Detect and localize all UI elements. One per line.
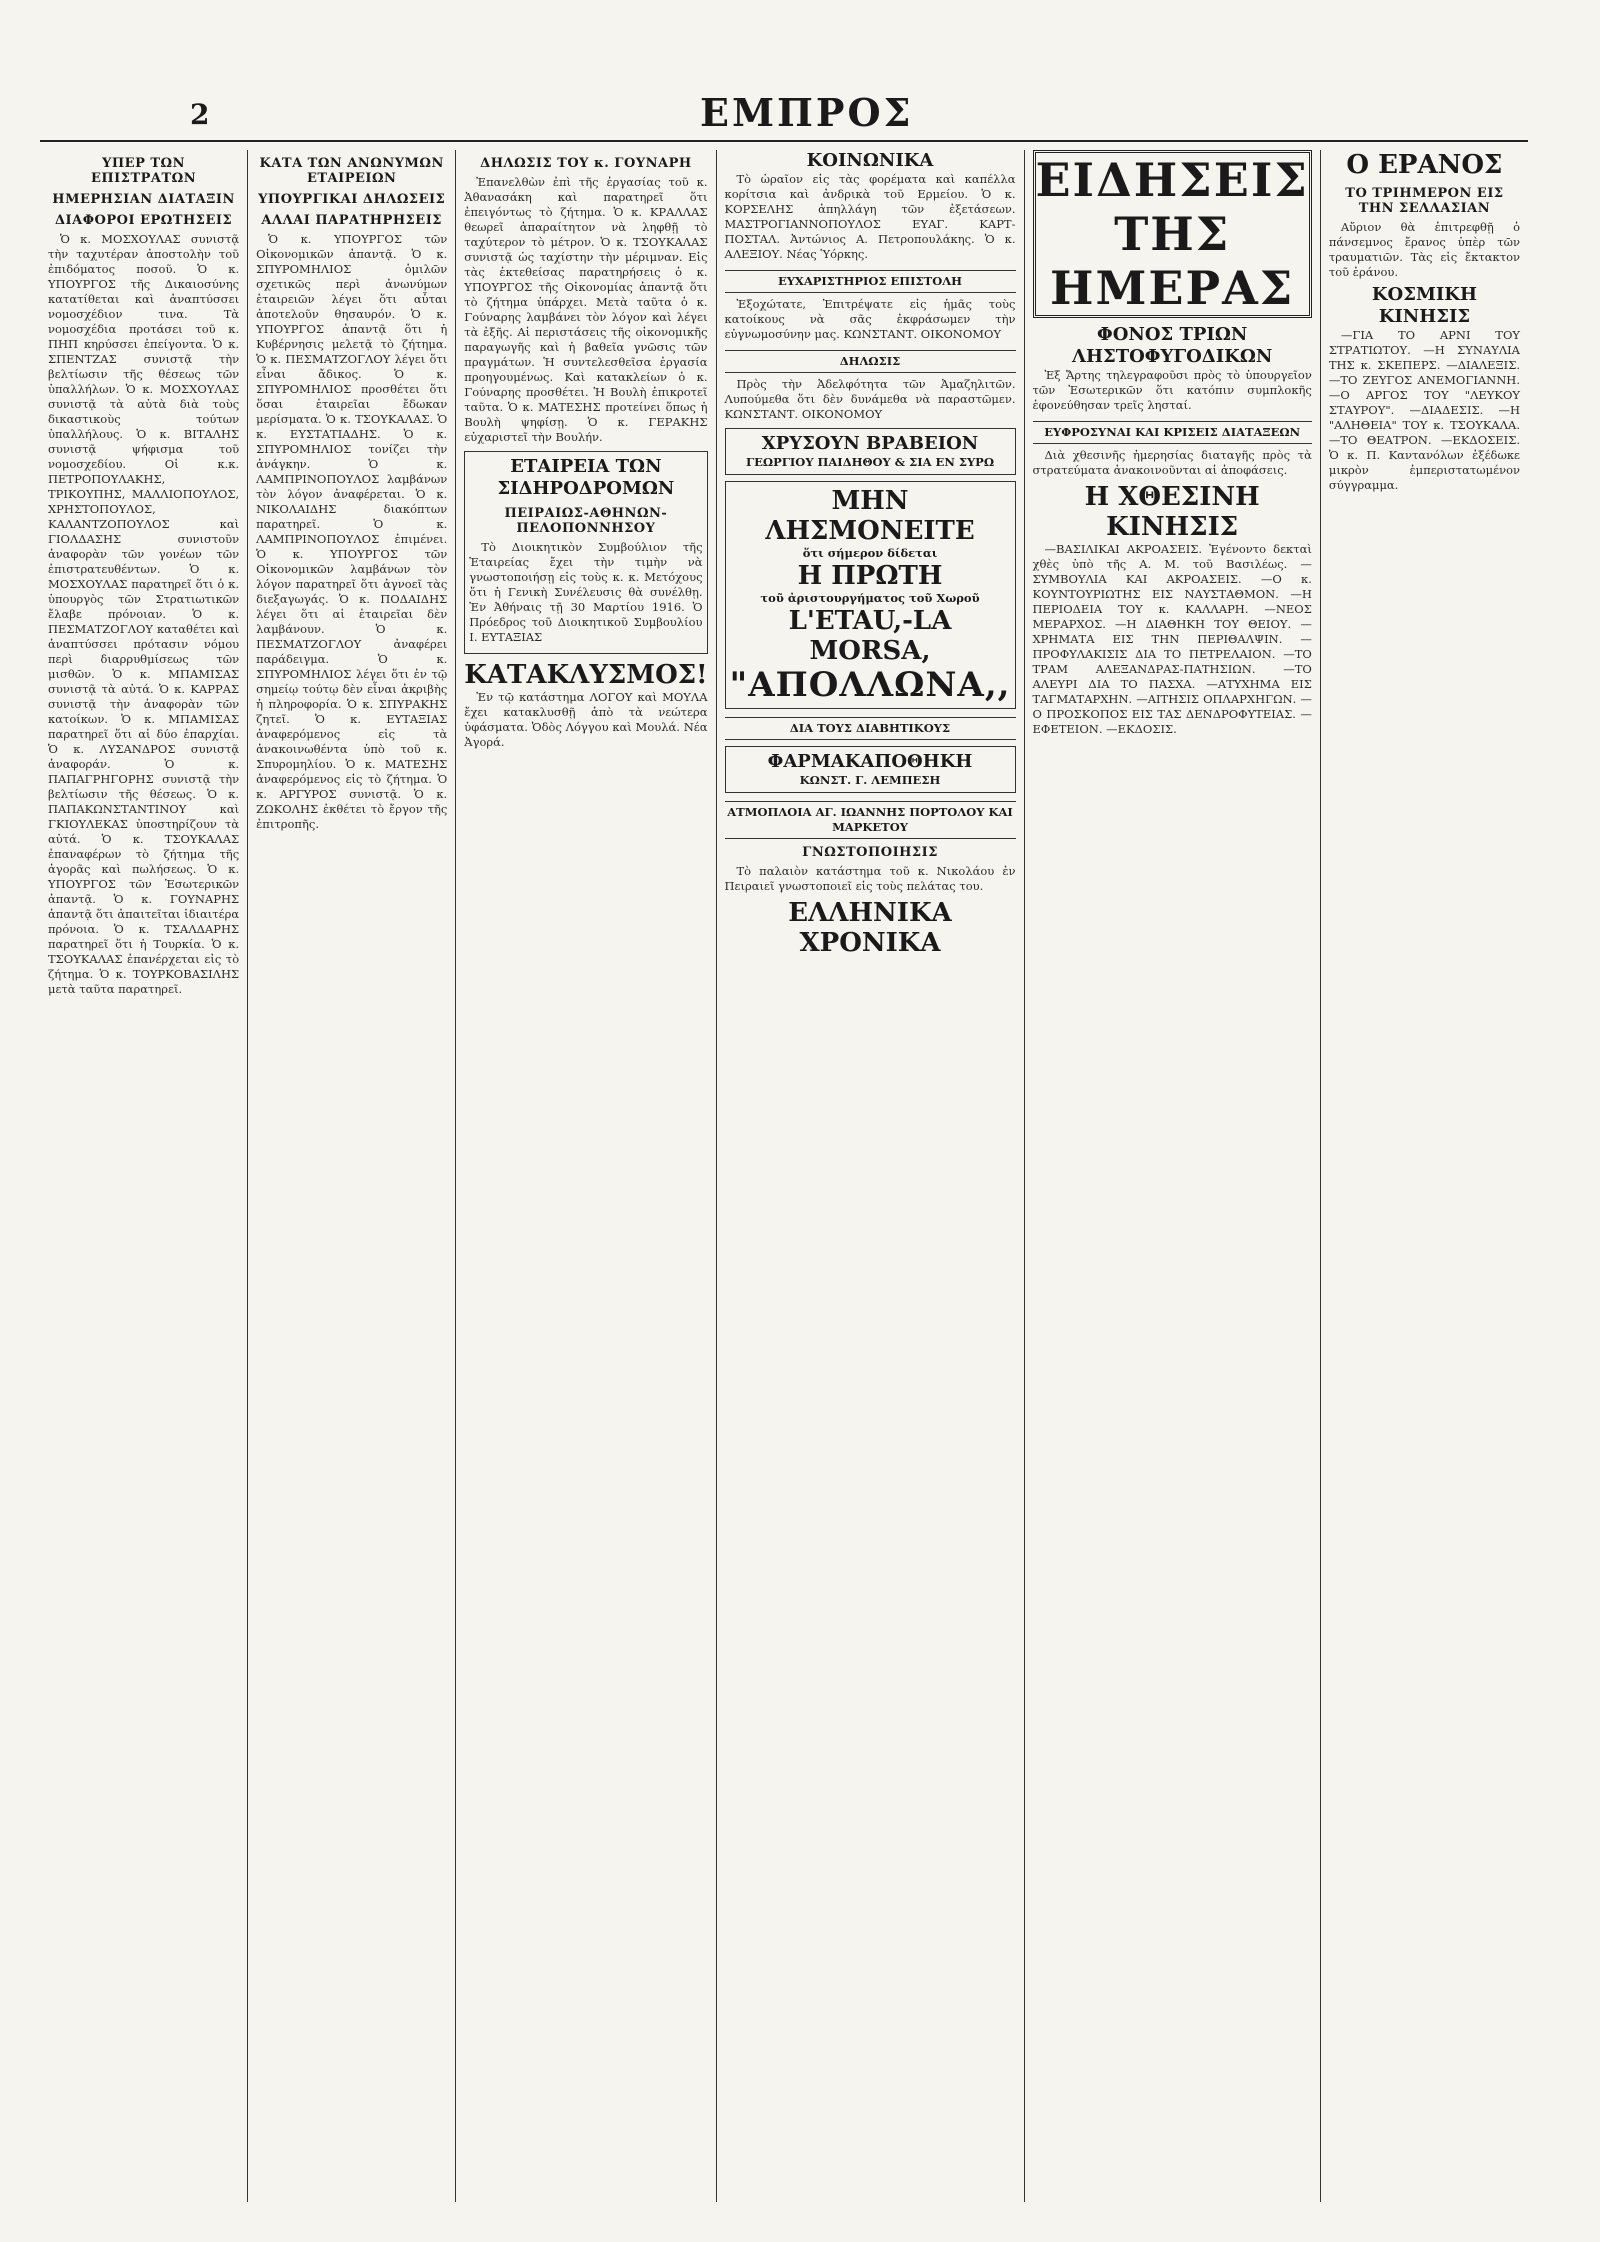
flood-ad-title: ΚΑΤΑΚΛΥΣΜΟΣ!	[464, 660, 708, 690]
pharmacy-owner: ΚΩΝΣΤ. Γ. ΛΕΜΠΕΣΗ	[799, 773, 941, 787]
col1-head2: ΗΜΕΡΗΣΙΑΝ ΔΙΑΤΑΞΙΝ	[52, 192, 235, 207]
theatre-ad-title: ΜΗΝ ΛΗΣΜΟΝΕΙΤΕ	[765, 486, 975, 546]
col3-head1: ΔΗΛΩΣΙΣ ΤΟΥ κ. ΓΟΥΝΑΡΗ	[480, 156, 692, 171]
column-1	[40, 150, 248, 2202]
col4-text1: Τὸ ὡραῖον εἰς τὰς φορέματα καὶ καπέλλα κορίτσια καὶ ἀνδρικὰ τοῦ Ερμείου. Ὁ κ. ΚΟΡΣΕΛΗΣ ἀπηλλάγη τῶν ἐξετάσεων. ΜΑΣΤΡΟΓΙΑΝΝΟΠΟΥΛΟΣ ΕΥΑΓ. ΚΑΡΤ-ΠΟΣΤΑΛ. Ἀντώνιος Α. Πετροπουλάκης. Ὁ κ. ΑΛΕΞΙΟΥ. Νέας Ὑόρκης.	[724, 172, 1016, 261]
col2-text: Ὁ κ. ΥΠΟΥΡΓΟΣ τῶν Οἰκονομικῶν ἀπαντᾷ. Ὁ κ. ΣΠΥΡΟΜΗΛΙΟΣ ὁμιλῶν σχετικῶς περὶ ἀνωνύμων ἑταιρειῶν λέγει ὅτι αὗται ἀποτελοῦν θησαυρόν. Ὁ κ. ΥΠΟΥΡΓΟΣ ἀπαντᾷ ὅτι ἡ Κυβέρνησις μελετᾷ τὸ ζήτημα. Ὁ κ. ΠΕΣΜΑΤΖΟΓΛΟΥ λέγει ὅτι εἶναι ἄδικος. Ὁ κ. ΣΠΥΡΟΜΗΛΙΟΣ προσθέτει ὅτι ὅσαι ἑταιρεῖαι ἔδωκαν μερίσματα. Ὁ κ. ΤΣΟΥΚΑΛΑΣ. Ὁ κ. ΕΥΣΤΑΤΙΑΔΗΣ. Ὁ κ. ΣΠΥΡΟΜΗΛΙΟΣ τονίζει τὴν ἀνάγκην. Ὁ κ. ΛΑΜΠΡΙΝΟΠΟΥΛΟΣ λαμβάνων τὸν λόγον ἀναφέρεται. Ὁ κ. ΝΙΚΟΛΑΙΔΗΣ διακόπτων παρατηρεῖ. Ὁ κ. ΛΑΜΠΡΙΝΟΠΟΥΛΟΣ ἐπιμένει. Ὁ κ. ΥΠΟΥΡΓΟΣ τῶν Οἰκονομικῶν λαμβάνων τὸν λόγον παρατηρεῖ ὅτι ἀγνοεῖ τὰς διεξαγωγάς. Ὁ κ. ΠΟΔΑΙΔΗΣ λέγει ὅτι αἱ ἑταιρεῖαι δὲν λαμβάνουν. Ὁ κ. ΠΕΣΜΑΤΖΟΓΛΟΥ ἀναφέρει παράδειγμα. Ὁ κ. ΣΠΥΡΟΜΗΛΙΟΣ λέγει ὅτι ἐν τῷ σημείῳ τούτῳ δὲν εἶναι ἀκριβὴς ἡ πληροφορία. Ὁ κ. ΣΠΥΡΑΚΗΣ ζητεῖ. Ὁ κ. ΕΥΤΑΞΙΑΣ ἀναφερόμενος εἰς τὰ ἀνακοινωθέντα ὑπὸ τοῦ κ. Σπυρομηλίου. Ὁ κ. ΜΑΤΕΣΗΣ ἀναφερόμενος εἰς τὸ ζήτημα. Ὁ κ. ΑΡΓΥΡΟΣ συνιστᾷ. Ὁ κ. ΖΩΚΟΛΗΣ ἐκθέτει τὸ ἔργον τῆς ἐπιτροπῆς.	[256, 232, 448, 831]
gold-award-title: ΧΡΥΣΟΥΝ ΒΡΑΒΕΙΟΝ	[761, 433, 979, 454]
masthead: ΕΜΠΡΟΣ	[700, 90, 914, 135]
col4-text3: Πρὸς τὴν Ἀδελφότητα τῶν Ἀμαζηλιτῶν. Λυπούμεθα ὅτι δὲν δυνάμεθα νὰ παραστῶμεν. ΚΩΝΣΤΑΝΤ. ΟΙΚΟΝΟΜΟΥ	[724, 377, 1016, 421]
flood-ad-text: Ἐν τῷ κατάστημα ΛΟΓΟΥ καὶ ΜΟΥΛΑ ἔχει κατακλυσθῇ ἀπὸ τὰ νεώτερα ὑφάσματα. Ὁδὸς Λόγγου καὶ Μουλά. Νέα Ἀγορά.	[464, 690, 708, 749]
pharmacy-title: ΦΑΡΜΑΚΑΠΟΘΗΚΗ	[767, 751, 973, 772]
col5-text2: Διὰ χθεσινῆς ἡμερησίας διαταγῆς πρὸς τὰ στρατεύματα ἀνακοινοῦνται αἱ ἀποφάσεις.	[1032, 448, 1312, 477]
column-2	[248, 150, 456, 2202]
page-header	[40, 90, 1528, 142]
gold-award-sub: ΓΕΩΡΓΙΟΥ ΠΑΙΔΗΘΟΥ & ΣΙΑ ΕΝ ΣΥΡΩ	[745, 455, 995, 469]
railway-title: ΕΤΑΙΡΕΙΑ ΤΩΝ ΣΙΔΗΡΟΔΡΟΜΩΝ	[497, 456, 675, 499]
col6-head2: ΚΟΣΜΙΚΗ ΚΙΝΗΣΙΣ	[1371, 284, 1477, 327]
columns	[40, 150, 1528, 2202]
theatre-ad-sub2: τοῦ ἀριστουργήματος τοῦ Χωροῦ	[760, 591, 980, 605]
col2-head3: ΑΛΛΑΙ ΠΑΡΑΤΗΡΗΣΕΙΣ	[261, 213, 442, 228]
col1-head1: ΥΠΕΡ ΤΩΝ ΕΠΙΣΤΡΑΤΩΝ	[91, 156, 197, 186]
col5-head3: Η ΧΘΕΣΙΝΗ ΚΙΝΗΣΙΣ	[1084, 482, 1260, 542]
col6-text2: —ΓΙΑ ΤΟ ΑΡΝΙ ΤΟΥ ΣΤΡΑΤΙΩΤΟΥ. —Η ΣΥΝΑΥΛΙΑ ΤΗΣ κ. ΣΚΕΠΕΡΣ. —ΔΙΑΛΕΞΙΣ. —ΤΟ ΖΕΥΓΟΣ ΑΝΕΜΟΓΙΑΝΝΗ. —Ο ΑΡΓΟΣ ΤΟΥ "ΛΕΥΚΟΥ ΣΤΑΥΡΟΥ". —ΔΙΑΔΕΣΙΣ. —Η "ΑΛΗΘΕΙΑ" ΤΟΥ κ. ΤΣΟΥΚΑΛΑ. —ΤΟ ΘΕΑΤΡΟΝ. —ΕΚΔΟΣΕΙΣ. Ὁ κ. Π. Καντανόλων ἐξέδωκε μικρὸν ἐμπεριστατωμένον σύγγραμμα.	[1328, 328, 1520, 492]
col1-text: Ὁ κ. ΜΟΣΧΟΥΛΑΣ συνιστᾷ τὴν ταχυτέραν ἀποστολὴν τοῦ ἐπιδόματος ποσοῦ. Ὁ κ. ΥΠΟΥΡΓΟΣ τῆς Δικαιοσύνης κατατίθεται καὶ ἀναπτύσσει νομοσχέδιον τινα. Τὰ νομοσχέδια προτάσει τοῦ κ. ΠΗΠ κηρύσσει ἐπείγοντα. Ὁ κ. ΣΠΕΝΤΖΑΣ συνιστᾷ τὴν βελτίωσιν τῆς θέσεως τῶν ὑπαλλήλων. Ὁ κ. ΜΟΣΧΟΥΛΑΣ συνιστᾷ τὰ αὐτὰ διὰ τοὺς δικαστικοὺς τούτων ὑπαλλήλους. Ὁ κ. ΒΙΤΑΛΗΣ συνιστᾷ ψήφισμα τοῦ νομοσχεδίου. Οἱ κ.κ. ΠΕΤΡΟΠΟΥΛΑΚΗΣ, ΤΡΙΚΟΥΠΗΣ, ΜΑΛΛΙΟΠΟΥΛΟΣ, ΧΡΗΣΤΟΠΟΥΛΟΣ, ΚΑΛΑΝΤΖΟΠΟΥΛΟΣ καὶ ΓΙΟΛΔΑΣΗΣ συνιστοῦν ἀναφορὰν τῶν γονέων τῶν ἐπιστρατευθέντων. Ὁ κ. ΜΟΣΧΟΥΛΑΣ παρατηρεῖ ὅτι ὁ κ. ὑπουργὸς τῶν Στρατιωτικῶν ἔλαβε πρόνοιαν. Ὁ κ. ΠΕΣΜΑΤΖΟΓΛΟΥ καταθέτει καὶ ἀναπτύσσει πρότασιν νόμου περὶ διαρρυθμίσεως τῶν μισθῶν. Ὁ κ. ΜΠΑΜΙΣΑΣ συνιστᾷ τὰ αὐτά. Ὁ κ. ΚΑΡΡΑΣ συνιστᾷ τὴν ἀναφορὰν τῶν κατοίκων. Ὁ κ. ΜΠΑΜΙΣΑΣ παρατηρεῖ ὅτι αἱ δύο ἐπαρχίαι. Ὁ κ. ΛΥΣΑΝΔΡΟΣ συνιστᾷ ἀναφοράν. Ὁ κ. ΠΑΠΑΓΡΗΓΟΡΗΣ συνιστᾷ τὴν βελτίωσιν τῆς θέσεως. Ὁ κ. ΠΑΠΑΚΩΝΣΤΑΝΤΙΝΟΥ καὶ ΓΚΙΟΥΛΕΚΑΣ ὑποστηρίζουν τὰ αὐτά. Ὁ κ. ΤΣΟΥΚΑΛΑΣ ἐπαναφέρων τὸ ζήτημα τῆς ἀγορᾶς καὶ πωλήσεως. Ὁ κ. ΥΠΟΥΡΓΟΣ τῶν Ἐσωτερικῶν ἀπαντᾷ. Ὁ κ. ΓΟΥΝΑΡΗΣ ἀπαντᾷ ὅτι ἀπαιτεῖται ἰδιαιτέρα πρόνοια. Ὁ κ. ΤΣΑΛΔΑΡΗΣ παρατηρεῖ ὅτι ἡ Τουρκία. Ὁ κ. ΤΣΟΥΚΑΛΑΣ ἐπανέρχεται εἰς τὸ ζήτημα. Ὁ κ. ΤΟΥΡΚΟΒΑΣΙΛΗΣ μετὰ ταῦτα παρατηρεῖ.	[48, 232, 240, 996]
theatre-ad-sub: ὅτι σήμερον δίδεται	[802, 546, 938, 560]
theatre-ad	[725, 481, 1016, 709]
col2-head1: ΚΑΤΑ ΤΩΝ ΑΝΩΝΥΜΩΝ ΕΤΑΙΡΕΙΩΝ	[259, 156, 444, 186]
theatre-ad-play: L'ETAU,-LA MORSA,	[788, 606, 952, 666]
col1-head3: ΔΙΑΦΟΡΟΙ ΕΡΩΤΗΣΕΙΣ	[54, 213, 233, 228]
gold-award-ad	[725, 428, 1016, 475]
column-4	[717, 150, 1025, 2202]
col6-head1: Ο ΕΡΑΝΟΣ	[1346, 150, 1503, 180]
page-number: 2	[190, 98, 210, 131]
chronicles-title: ΕΛΛΗΝΙΚΑ ΧΡΟΝΙΚΑ	[788, 898, 952, 958]
shipping-ad: ΑΤΜΟΠΛΟΙΑ ΑΓ. ΙΩΑΝΝΗΣ ΠΟΡΤΟΛΟΥ ΚΑΙ ΜΑΡΚΕΤΟΥ	[725, 801, 1016, 839]
railway-subtitle: ΠΕΙΡΑΙΩΣ-ΑΘΗΝΩΝ-ΠΕΛΟΠΟΝΝΗΣΟΥ	[504, 506, 668, 536]
col4-head3: ΔΗΛΩΣΙΣ	[725, 350, 1016, 373]
col5-head1: ΦΟΝΟΣ ΤΡΙΩΝ ΛΗΣΤΟΦΥΓΟΔΙΚΩΝ	[1072, 324, 1273, 367]
col6-text1: Αὔριον θὰ ἐπιτρεφθῇ ὁ πάνσεμνος ἔρανος ὑπὲρ τῶν τραυματιῶν. Τὰς εἰς ἔκτακτον τοῦ ἐράνου.	[1328, 220, 1520, 279]
col3-text1: Ἐπανελθὼν ἐπὶ τῆς ἐργασίας τοῦ κ. Ἀθανασάκη καὶ παρατηρεῖ ὅτι ἐπειγόντως τὸ ζήτημα. Ὁ κ. ΚΡΑΛΛΑΣ θεωρεῖ ἀπαραίτητον νὰ ληφθῇ τὸ ταχύτερον τὸ μέτρον. Ὁ κ. ΤΣΟΥΚΑΛΑΣ συνιστᾷ ὡς ταχίστην τὴν μέριμναν. Εἰς τὰς ἐκτεθείσας παρατηρήσεις ὁ κ. ΥΠΟΥΡΓΟΣ τῆς Οἰκονομίας ἀπαντᾷ ὅτι τὸ ζήτημα ὑπάρχει. Μετὰ ταῦτα ὁ κ. Γούναρης λαμβάνει τὸν λόγον καὶ λέγει τὰ ἑξῆς. Αἱ περιστάσεις τῆς οἰκονομικῆς παραγωγῆς καὶ ἡ βαθεῖα γνῶσις τῶν πραγμάτων. Ἡ συντελεσθεῖσα ἐργασία προηγουμένως. Καὶ κατακλείων ὁ κ. Γούναρης προσθέτει. Ἡ Βουλὴ ἐπικροτεῖ ταῦτα. Ὁ κ. ΜΑΤΕΣΗΣ προτείνει ὅπως ἡ Βουλὴ ψηφίσῃ. Ὁ κ. ΓΕΡΑΚΗΣ εὐχαριστεῖ τὴν Βουλήν.	[464, 175, 708, 444]
notice-text: Τὸ παλαιὸν κατάστημα τοῦ κ. Νικολάου ἐν Πειραιεῖ γνωστοποιεῖ εἰς τοὺς πελάτας του.	[724, 864, 1016, 893]
column-5	[1025, 150, 1321, 2202]
theatre-ad-premiere: Η ΠΡΩΤΗ	[797, 561, 943, 591]
theatre-ad-venue: "ΑΠΟΛΛΩΝΑ,,	[729, 665, 1011, 705]
col6-head1-sub: ΤΟ ΤΡΙΗΜΕΡΟΝ ΕΙΣ ΤΗΝ ΣΕΛΛΑΣΙΑΝ	[1345, 186, 1504, 216]
railway-notice	[464, 451, 707, 654]
news-of-day-banner: ΕΙΔΗΣΕΙΣ ΤΗΣ ΗΜΕΡΑΣ	[1033, 150, 1312, 318]
pharmacy-ad	[725, 746, 1016, 793]
col2-head2: ΥΠΟΥΡΓΙΚΑΙ ΔΗΛΩΣΕΙΣ	[258, 192, 446, 207]
col5-head2: ΕΥΦΡΟΣΥΝΑΙ ΚΑΙ ΚΡΙΣΕΙΣ ΔΙΑΤΑΞΕΩΝ	[1033, 421, 1312, 444]
diabetics-ad: ΔΙΑ ΤΟΥΣ ΔΙΑΒΗΤΙΚΟΥΣ	[725, 717, 1016, 740]
col5-text1: Ἐξ Ἄρτης τηλεγραφοῦσι πρὸς τὸ ὑπουργεῖον τῶν Ἐσωτερικῶν ὅτι κατόπιν συμπλοκῆς ἐφονεύθησαν τρεῖς λησταί.	[1032, 368, 1312, 412]
col4-text2: Ἐξοχώτατε, Ἐπιτρέψατε εἰς ἡμᾶς τοὺς κατοίκους νὰ σᾶς ἐκφράσωμεν τὴν εὐγνωμοσύνην μας. ΚΩΝΣΤΑΝΤ. ΟΙΚΟΝΟΜΟΥ	[724, 297, 1016, 341]
railway-text: Τὸ Διοικητικὸν Συμβούλιον τῆς Ἑταιρείας ἔχει τὴν τιμὴν νὰ γνωστοποιήσῃ εἰς τοὺς κ. κ. Μετόχους ὅτι ἡ Γενικὴ Συνέλευσις θὰ συνέλθῃ. Ἐν Ἀθήναις τῇ 30 Μαρτίου 1916. Ὁ Πρόεδρος τοῦ Διοικητικοῦ Συμβουλίου Ι. ΕΥΤΑΞΙΑΣ	[469, 540, 703, 644]
col4-head2: ΕΥΧΑΡΙΣΤΗΡΙΟΣ ΕΠΙΣΤΟΛΗ	[725, 270, 1016, 293]
column-3	[456, 150, 716, 2202]
col4-head1: ΚΟΙΝΩΝΙΚΑ	[806, 150, 934, 171]
col5-text3: —ΒΑΣΙΛΙΚΑΙ ΑΚΡΟΑΣΕΙΣ. Ἐγένοντο δεκταὶ χθὲς ὑπὸ τῆς Α. Μ. τοῦ Βασιλέως. —ΣΥΜΒΟΥΛΙΑ ΚΑΙ ΑΚΡΟΑΣΕΙΣ. —Ο κ. ΚΟΥΝΤΟΥΡΙΩΤΗΣ ΕΙΣ ΝΑΥΣΤΑΘΜΟΝ. —Η ΠΕΡΙΟΔΕΙΑ ΤΟΥ κ. ΚΑΛΛΑΡΗ. —ΝΕΟΣ ΜΕΡΑΡΧΟΣ. —Η ΔΙΑΘΗΚΗ ΤΟΥ ΘΕΙΟΥ. —ΧΡΗΜΑΤΑ ΕΙΣ ΤΗΝ ΠΕΡΙΘΑΛΨΙΝ. —ΠΡΟΦΥΛΑΚΙΣΙΣ ΔΙΑ ΤΟ ΠΕΤΡΕΛΑΙΟΝ. —ΤΟ ΤΡΑΜ ΑΛΕΞΑΝΔΡΑΣ-ΠΑΤΗΣΙΩΝ. —ΤΟ ΑΛΕΥΡΙ ΔΙΑ ΤΟ ΠΑΣΧΑ. —ΑΤΥΧΗΜΑ ΕΙΣ ΤΑΓΜΑΤΑΡΧΗΝ. —ΑΙΤΗΣΙΣ ΟΠΛΑΡΧΗΓΩΝ. —Ο ΠΡΟΣΚΟΠΟΣ ΕΙΣ ΤΑΣ ΔΕΝΔΡΟΦΥΤΕΙΑΣ. —ΕΦΕΤΕΙΟΝ. —ΕΚΔΟΣΙΣ.	[1032, 542, 1312, 736]
notice-title: ΓΝΩΣΤΟΠΟΙΗΣΙΣ	[802, 845, 938, 860]
column-6	[1321, 150, 1528, 2202]
